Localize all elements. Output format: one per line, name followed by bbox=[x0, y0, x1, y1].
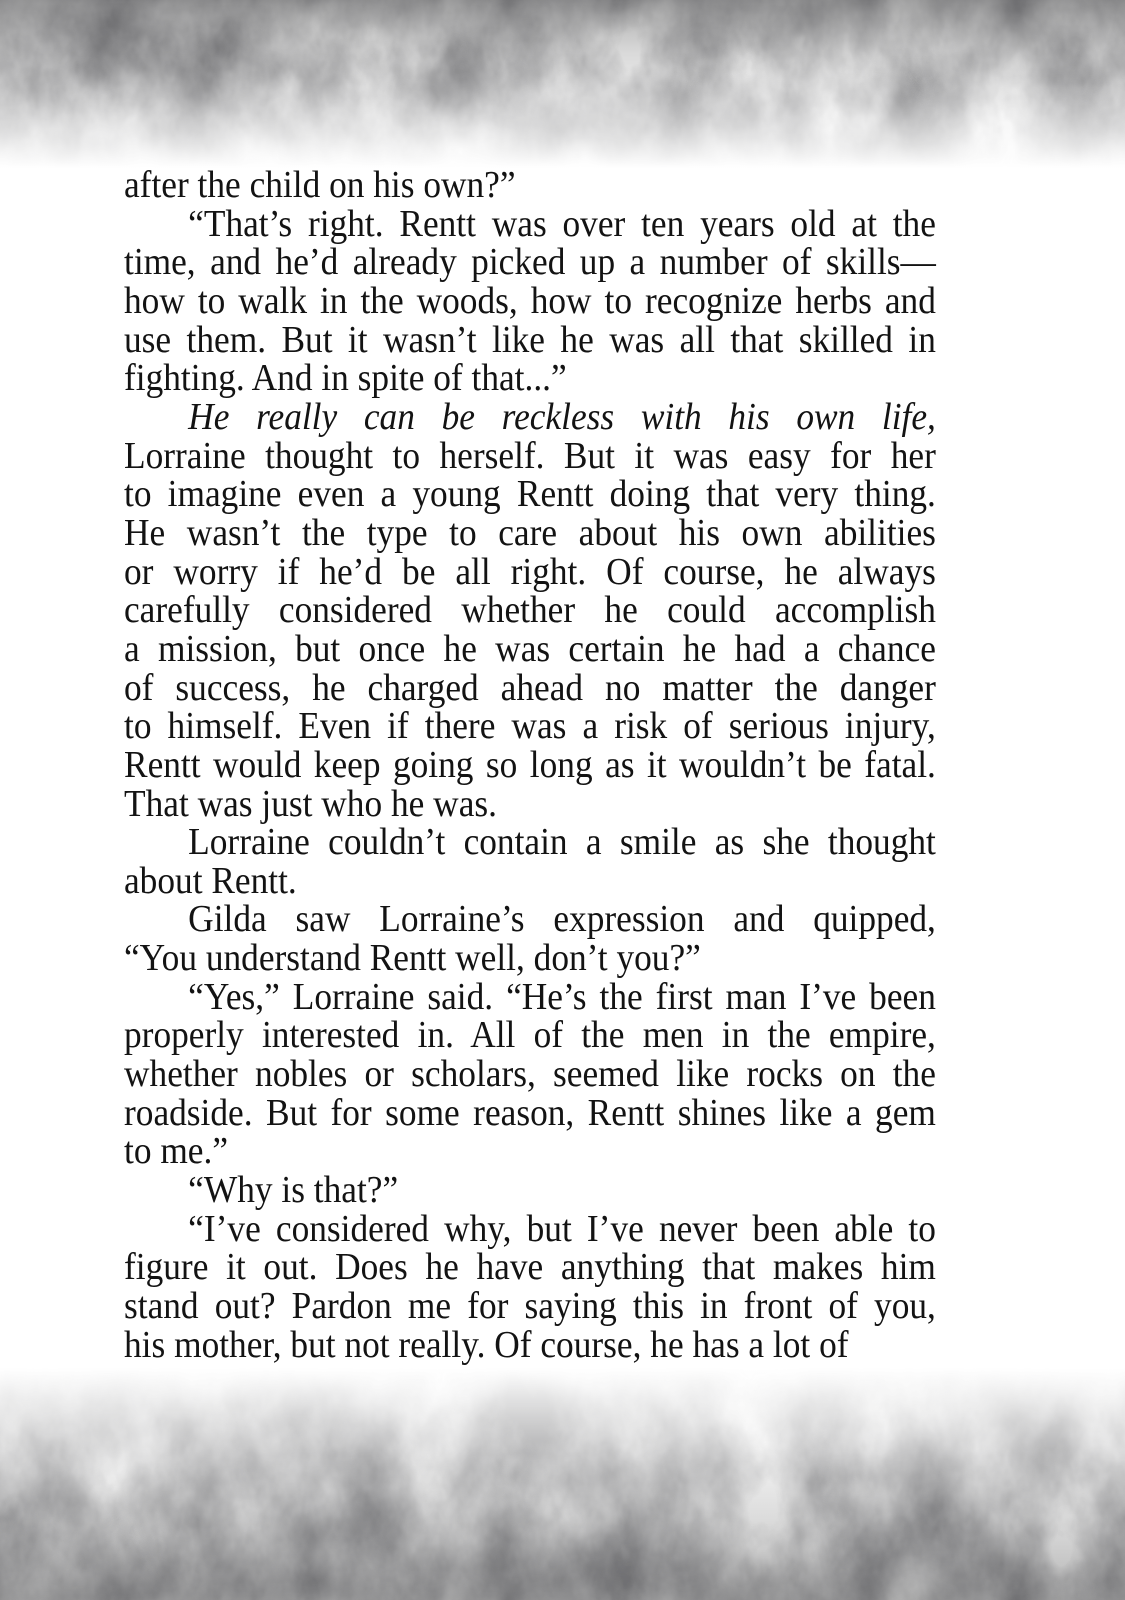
text-line: to imagine even a young Rentt doing that very thing. bbox=[124, 473, 936, 516]
text-line: That was just who he was. bbox=[124, 782, 497, 825]
text-line: to himself. Even if there was a risk of serious injury, bbox=[124, 705, 936, 748]
text-line: “That’s right. Rentt was over ten years old at the bbox=[188, 202, 936, 245]
text-line: or worry if he’d be all right. Of course, he always bbox=[124, 550, 936, 593]
text-line: He wasn’t the type to care about his own abilities bbox=[124, 511, 936, 554]
text-line: fighting. And in spite of that...” bbox=[124, 357, 567, 400]
text-line: how to walk in the woods, how to recognize herbs and bbox=[124, 279, 936, 322]
text-line: “You understand Rentt well, don’t you?” bbox=[124, 937, 701, 980]
text-line: figure it out. Does he have anything that makes him bbox=[124, 1246, 936, 1289]
text-line: a mission, but once he was certain he had a chance bbox=[124, 627, 936, 670]
text-line: “Yes,” Lorraine said. “He’s the first man I’ve been bbox=[188, 975, 936, 1018]
text-line: properly interested in. All of the men in the empire, bbox=[124, 1014, 936, 1057]
text-line: “Why is that?” bbox=[188, 1169, 399, 1212]
text-line: whether nobles or scholars, seemed like rocks on the bbox=[124, 1053, 936, 1096]
page-text bbox=[124, 166, 936, 1364]
text-line: roadside. But for some reason, Rentt shines like a gem bbox=[124, 1091, 936, 1134]
text-line: “I’ve considered why, but I’ve never been able to bbox=[188, 1207, 936, 1250]
text-line: Rentt would keep going so long as it wouldn’t be fatal. bbox=[124, 743, 936, 786]
text-line: his mother, but not really. Of course, he has a lot of bbox=[124, 1323, 849, 1366]
text-line: about Rentt. bbox=[124, 859, 297, 902]
text-line: stand out? Pardon me for saying this in front of you, bbox=[124, 1285, 936, 1328]
text-line: of success, he charged ahead no matter the danger bbox=[124, 666, 936, 709]
text-line: time, and he’d already picked up a number of skills— bbox=[124, 241, 936, 284]
text-line: He really can be reckless with his own life, bbox=[188, 395, 936, 438]
text-line: Gilda saw Lorraine’s expression and quipped, bbox=[188, 898, 936, 941]
text-line: use them. But it wasn’t like he was all that skilled in bbox=[124, 318, 936, 361]
text-line: Lorraine couldn’t contain a smile as she thought bbox=[188, 821, 936, 864]
text-line: after the child on his own?” bbox=[124, 164, 516, 206]
text-line: carefully considered whether he could accomplish bbox=[124, 589, 936, 632]
text-line: to me.” bbox=[124, 1130, 229, 1173]
text-line: Lorraine thought to herself. But it was easy for her bbox=[124, 434, 936, 477]
